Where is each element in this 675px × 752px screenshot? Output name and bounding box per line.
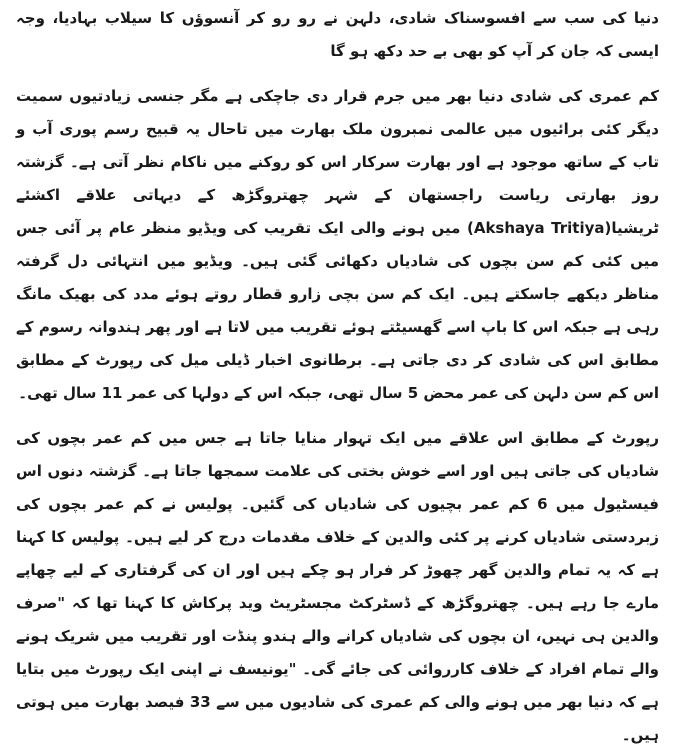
article-body-paragraph: کم عمری کی شادی دنیا بھر میں جرم قرار دی جاچکی ہے مگر جنسی زیادتیوں سمیت دیگر کئی برائیوں میں عالمی نمبرون ملک بھارت میں تاحال یہ قبیح رسم پوری آب و تاب کے ساتھ موجود ہے اور بھارت سرکار اس کو روکنے میں ناکام نظر آتی ہے۔ گزشتہ روز بھارتی ریاست راجستھان کے شہر چھتروگڑھ کے دیہاتی علاقے اکشئے ٹریشیا(Akshaya Tritiya) میں ہونے والی ایک تقریب کی ویڈیو منظر عام پر آئی جس میں کئی کم سن بچوں کی شادیاں دکھائی گئی ہیں۔ ویڈیو میں انتہائی دل گرفتہ مناظر دیکھے جاسکتے ہیں۔ ایک کم سن بچی زارو قطار روتے ہوئے مدد کی بھیک مانگ رہی ہے جبکہ اس کا باپ اسے گھسیٹتے ہوئے تقریب میں لاتا ہے اور پھر ہندوانہ رسوم کے مطابق اس کی شادی کر دی جاتی ہے۔ برطانوی اخبار ڈیلی میل کی رپورٹ کے مطابق اس کم سن دلہن کی عمر محض 5 سال تھی، جبکہ اس کے دولہا کی عمر 11 سال تھی۔ xyxy=(16,87,660,402)
article-body-paragraph: رپورٹ کے مطابق اس علاقے میں ایک تہوار منایا جاتا ہے جس میں کم عمر بچوں کی شادیاں کی جاتی ہیں اور اسے خوش بختی کی علامت سمجھا جاتا ہے۔ گزشتہ دنوں اس فیسٹیول میں 6 کم عمر بچیوں کی شادیاں کی گئیں۔ پولیس نے کم عمر بچوں کی زبردستی شادیاں کرنے پر کئی والدین کے خلاف مقدمات درج کر لیے ہیں۔ پولیس کا کہنا ہے کہ یہ تمام والدین گھر چھوڑ کر فرار ہو چکے ہیں اور ان کی گرفتاری کے لیے چھاپے مارے جا رہے ہیں۔ چھتروگڑھ کے ڈسٹرکٹ مجسٹریٹ وید پرکاش کا کہنا تھا کہ "صرف والدین ہی نہیں، ان بچوں کی شادیاں کرانے والے ہندو پنڈت اور تقریب میں شریک ہونے والے تمام افراد کے خلاف کارروائی کی جائے گی۔ "یونیسف نے اپنی ایک رپورٹ میں بتایا ہے کہ دنیا بھر میں ہونے والی کم عمری کی شادیوں میں سے 33 فیصد بھارت میں ہوتی ہیں۔ xyxy=(16,429,659,744)
article-headline-paragraph: دنیا کی سب سے افسوسناک شادی، دلہن نے رو رو کر آنسوؤں کا سیلاب بہادیا، وجہ ایسی کہ جان کر آپ کو بھی بے حد دکھ ہو گا xyxy=(16,9,659,60)
